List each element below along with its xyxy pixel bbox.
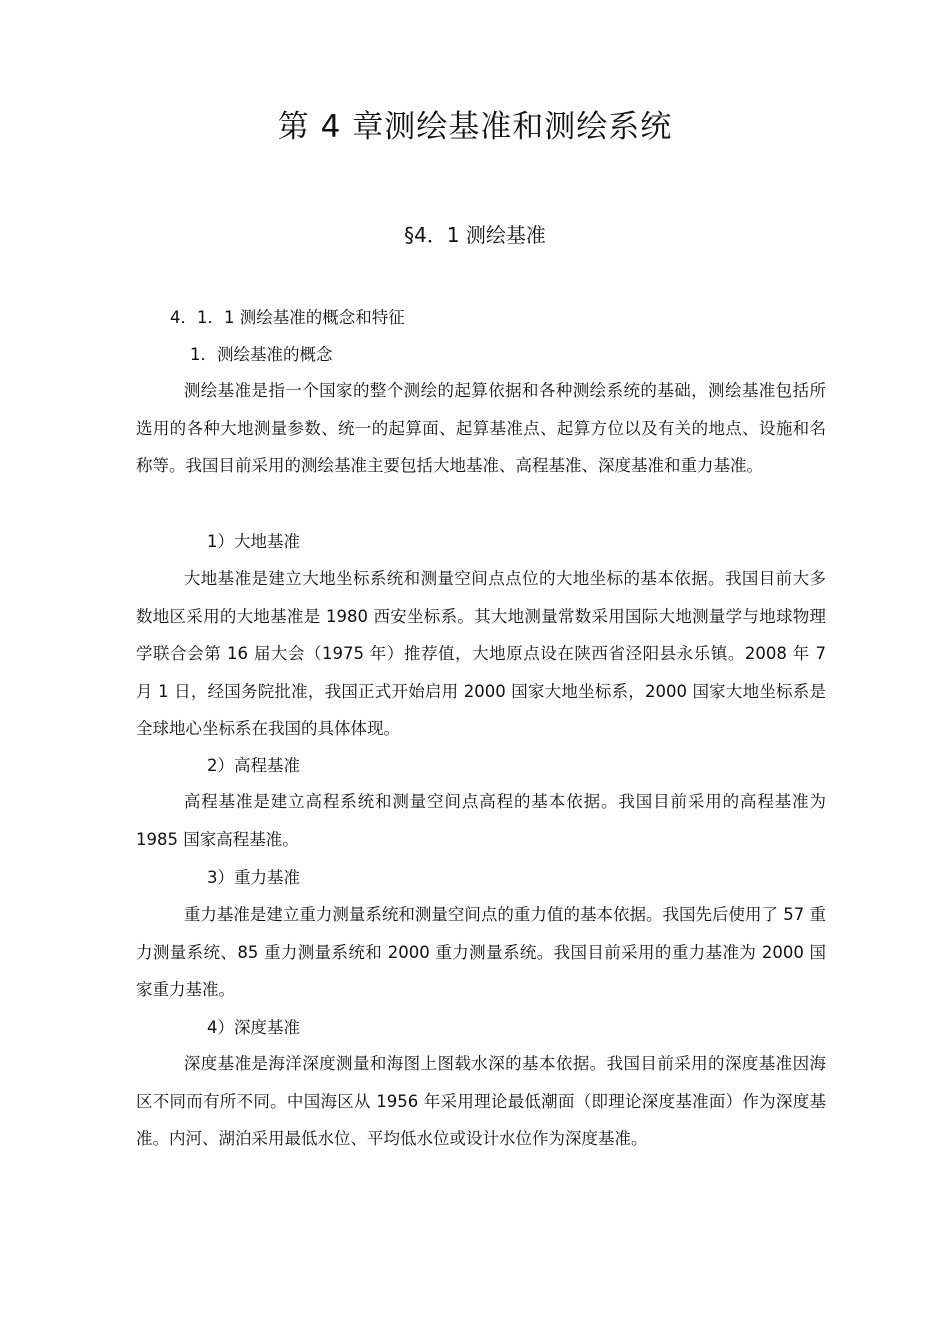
gravity-datum-heading: 3）重力基准 <box>207 868 300 887</box>
subsection-title: 4．1．1 测绘基准的概念和特征 <box>170 308 405 327</box>
depth-datum-heading: 4）深度基准 <box>207 1018 300 1037</box>
concept-heading: 1．测绘基准的概念 <box>190 345 333 364</box>
chapter-title: 第 4 章测绘基准和测绘系统 <box>277 109 673 145</box>
concept-paragraph: 测绘基准是指一个国家的整个测绘的起算依据和各种测绘系统的基础，测绘基准包括所选用的各种大地测量参数、统一的起算面、起算基准点、起算方位以及有关的地点、设施和名称等。我国目前采用的测绘基准主要包括大地基准、高程基准、深度基准和重力基准。 <box>136 381 826 475</box>
geodetic-datum-heading: 1）大地基准 <box>207 532 300 551</box>
height-datum-heading: 2）高程基准 <box>207 756 300 775</box>
geodetic-datum-paragraph: 大地基准是建立大地坐标系统和测量空间点点位的大地坐标的基本依据。我国目前大多数地区采用的大地基准是 1980 西安坐标系。其大地测量常数采用国际大地测量学与地球物理学联合会第 16 届大会（1975 年）推荐值，大地原点设在陕西省泾阳县永乐镇。2008 年 7 月 1 日，经国务院批准，我国正式开始启用 2000 国家大地坐标系，2000 国家大地坐标系是全球地心坐标系在我国的具体体现。 <box>136 569 826 738</box>
height-datum-paragraph: 高程基准是建立高程系统和测量空间点高程的基本依据。我国目前采用的高程基准为 1985 国家高程基准。 <box>136 792 826 849</box>
gravity-datum-paragraph: 重力基准是建立重力测量系统和测量空间点的重力值的基本依据。我国先后使用了 57 重力测量系统、85 重力测量系统和 2000 重力测量系统。我国目前采用的重力基准为 2000 国家重力基准。 <box>136 905 826 999</box>
section-title: §4．1 测绘基准 <box>404 223 546 247</box>
depth-datum-paragraph: 深度基准是海洋深度测量和海图上图载水深的基本依据。我国目前采用的深度基准因海区不同而有所不同。中国海区从 1956 年采用理论最低潮面（即理论深度基准面）作为深度基准。内河、湖泊采用最低水位、平均低水位或设计水位作为深度基准。 <box>136 1054 826 1148</box>
